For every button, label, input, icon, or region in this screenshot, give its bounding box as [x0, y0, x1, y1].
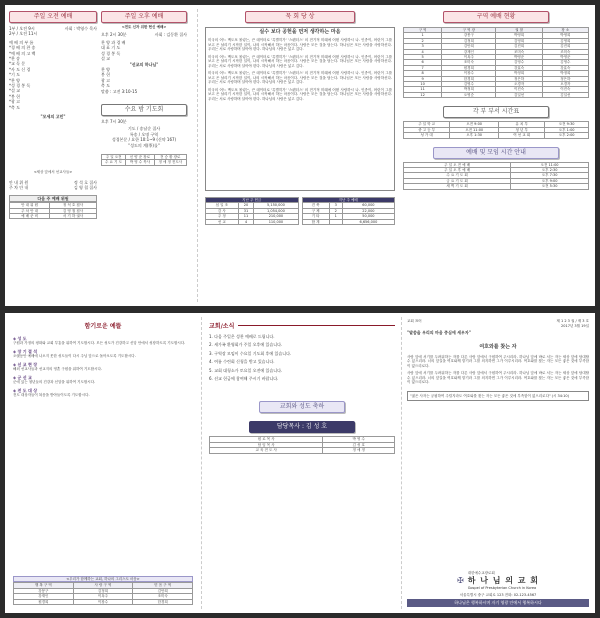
cell: 수 요 기 도: [102, 160, 126, 165]
table-row: [404, 184, 589, 189]
news-item: 1. 다음 주일은 성찬 예배로 드립니다.: [209, 334, 275, 339]
cell: 강봉구: [14, 588, 74, 593]
wednesday-prayer-header: 수요 밤 기도회: [101, 104, 187, 116]
prayer-section-text: 구원과 가정의 평화와 교회 부흥을 위하여 기도합시다. 모든 성도가 건강하고 신앙 안에서 성장하도록 기도합시다.: [13, 341, 186, 346]
church-logo-icon: ✠: [457, 576, 464, 585]
district-footer-table: [13, 582, 193, 605]
cell: 정은하: [542, 76, 588, 81]
cell: 2: [329, 208, 342, 213]
cell: 11: [404, 87, 442, 92]
order-item: *축 도: [9, 104, 20, 110]
cell: 강효숙: [496, 65, 542, 70]
cell: 신 양 준 장로: [126, 155, 154, 160]
morning-notice: <세상 앞에서 선교사들>: [33, 169, 73, 174]
meditation-header: 묵 회 당 상: [245, 11, 355, 23]
cell: 건 축: [302, 203, 329, 208]
church-address: 서울특별시 중구 교회로 123 전화: 02-123-4567: [459, 592, 537, 597]
cell: 7: [404, 65, 442, 70]
prayer-section-heading: ◈ 성 도: [13, 336, 27, 341]
cell: 3: [404, 44, 442, 49]
cell: 조미숙: [496, 49, 542, 54]
fold-divider: [201, 317, 202, 609]
cell: 십 일 조: [206, 203, 239, 208]
order-item: *찬 양: [9, 77, 20, 83]
cell: 안 내 위 원: [10, 203, 50, 208]
news-list: [209, 334, 395, 381]
issue-date: 2017년 3월 19일: [561, 323, 589, 328]
cell: 5,150,000: [254, 203, 298, 208]
order-item: 광 고: [101, 77, 110, 83]
meeting-schedule-header: 예배 및 모임 시간 안내: [433, 147, 559, 159]
col-header: 행 복 구 역: [14, 583, 74, 588]
cell: 여 선 교 회: [499, 133, 545, 138]
order-item: 찬 양 과 경 배: [101, 39, 126, 45]
bottom-bulletin-sheet: [5, 313, 595, 613]
service-times: 1부 / 오전 9시 2부 / 오전 11시: [9, 26, 38, 37]
order-item: *광 고: [9, 99, 20, 105]
info-value: 정 석 호 집사: [73, 180, 97, 185]
fold-divider: [197, 9, 198, 302]
prayer-title: 함기로운 예뜰: [84, 323, 122, 330]
cell: 오전 11:00: [450, 127, 499, 132]
cell: 한경희: [442, 76, 496, 81]
news-item: 4. 여름 수련회 신청을 받고 있습니다.: [209, 359, 275, 365]
poem-body: 사람 앞에 서기를 두려워하는 자를 다른 사람 앞에서 구원하여 주시리라. 하나님 앞에 바로 서는 자는 세상 앞에 담대할 수 있으리라. 너의 앞길을 여호와께 맡기라 그를 의지하면 그가 이루시리라. 여호와를 찾는 자는 모든 좋은 것에 부족함이 없으리로다.: [407, 371, 589, 385]
cell: 오영순: [442, 92, 496, 97]
col-header: 사 랑 구 역: [73, 583, 133, 588]
cell: 50,000: [342, 214, 394, 219]
cell: 오전 11:00: [511, 162, 589, 167]
col-header: 믿 음 구 역: [133, 583, 193, 588]
church-signature: [407, 571, 589, 608]
info-value: 김 영 철 집사: [73, 185, 97, 191]
cell: 오후 1:30: [450, 133, 499, 138]
cell: 4: [238, 219, 254, 224]
cell: 오전 9:30: [545, 122, 589, 127]
cell: 박정희: [442, 87, 496, 92]
church-denomination: 대한예수교장로회: [467, 570, 495, 575]
verse-box: "젊은 사자는 궁핍하여 주릴지라도 여호와를 찾는 자는 모든 좋은 것에 부족함이 없으리로다" (시 34:10): [407, 391, 589, 402]
cell: 강재인: [14, 594, 74, 599]
order-item: 찬 양: [101, 66, 110, 72]
order-item: 예 배 의 부 름: [9, 39, 34, 45]
cell: 김일선: [496, 92, 542, 97]
evening-scripture: 말씀 : 고전 3:10-15: [101, 88, 138, 94]
evening-sermon: "선교의 하나님": [129, 61, 159, 67]
fold-divider: [401, 317, 402, 609]
meditation-body: 미국의 어느 맥도포 볼링는, 큰 데이터로 '특별히가' '스펜더스' 의 전기적 미래에 어떤 사랑하시 나. 인종이, 어린이 그를 보고 은 날리기 시작한 일이, 나의 시작해서 하는 마음이다. 사랑은 모든 것을 담는다. 하나님은 모든 사람을 사랑하신다. 우리는 서로 사랑하며 살아야 한다. 하나님의 사랑은 넓고 깊다.: [208, 54, 392, 68]
evening-subtitle: <전도 신자 위한 헌신 예배>: [121, 25, 167, 29]
cell: 원경희: [14, 599, 74, 604]
cell: 이진숙: [496, 87, 542, 92]
next-week-box: [9, 195, 97, 220]
cell: 담 임 목 사: [210, 442, 323, 447]
evening-leader: 사회 : 김동환 집사: [154, 31, 187, 37]
cell: 3: [329, 203, 342, 208]
cell: 주 일 오전: [102, 155, 126, 160]
cell: 11: [238, 214, 254, 219]
table-row: [404, 133, 589, 138]
church-name: 하 나 님 의 교 회: [467, 576, 539, 585]
order-item: *설 교: [9, 88, 20, 94]
cell: 박 영 수: [323, 437, 395, 442]
cell: 김정희: [442, 38, 496, 43]
wednesday-table: [101, 154, 187, 166]
prayer-section-text: 군에 있는 청년들의 건강과 신앙을 위하여 기도합시다.: [13, 380, 96, 385]
cell: 박정희: [496, 71, 542, 76]
offering-table-title: 지난 주 헌금: [206, 198, 299, 203]
cell: 구 제: [302, 208, 329, 213]
order-item: 성 경 봉 독: [101, 50, 121, 56]
cell: 오후 1:00: [545, 127, 589, 132]
cell: 전 승 환 장로: [154, 155, 186, 160]
meditation-body: 미국의 어느 맥도포 볼링는, 큰 데이터로 '특별히가' '스펜더스' 의 전기적 미래에 어떤 사랑하시 나. 인종이, 어린이 그를 보고 은 날리기 시작한 일이, 나의 시작해서 하는 마음이다. 사랑은 모든 것을 담는다. 하나님은 모든 사람을 사랑하신다. 우리는 서로 사랑하며 살아야 한다. 하나님의 사랑은 넓고 깊다.: [208, 38, 392, 52]
district-column: [403, 5, 589, 306]
prayer-sections: [13, 336, 193, 398]
table-row: [404, 92, 589, 97]
cell: 오후 2:00: [545, 133, 589, 138]
district-header: 구역 예배 현황: [443, 11, 549, 23]
cover-column: [407, 313, 589, 613]
cell: 8: [404, 71, 442, 76]
cell: 서 기 하 권사: [50, 214, 97, 219]
order-item: 대 표 기 도: [101, 45, 121, 51]
cell: 1: [404, 33, 442, 38]
cell: 주 일 학 교: [404, 122, 450, 127]
cell: 원 로 목 사: [210, 437, 323, 442]
meditation-body: 미국의 어느 맥도포 볼링는, 큰 데이터로 '특별히가' '스펜더스' 의 전기적 미래에 어떤 사랑하시 나. 인종이, 어린이 그를 보고 은 날리기 시작한 일이, 나의 시작해서 하는 마음이다. 사랑은 모든 것을 담는다. 하나님은 모든 사람을 사랑하신다. 우리는 서로 사랑하며 살아야 한다. 하나님의 사랑은 넓고 깊다.: [208, 87, 392, 101]
order-item: *기 도: [9, 72, 20, 78]
attendance-table-title: 지난 주 예배: [302, 198, 395, 203]
meditation-column: [205, 5, 395, 306]
title-rule: [238, 325, 395, 326]
morning-order-list: [9, 40, 97, 110]
news-column: [209, 313, 395, 613]
cell: 이진숙: [542, 87, 588, 92]
church-info-mini: [9, 180, 97, 191]
evening-worship-header: 주일 오후 예배: [101, 11, 187, 23]
news-item: 2. 새가족 환영회가 주일 오후에 있습니다.: [209, 342, 283, 348]
prayer-section-heading: ◈ 군 선 교: [13, 374, 32, 380]
order-item: 봉 헌: [101, 72, 110, 78]
cell: 정은하: [496, 76, 542, 81]
cell: 김영수: [542, 60, 588, 65]
order-item: *사 도 신 경: [9, 66, 31, 72]
cell: 20: [238, 203, 254, 208]
cell: 110,000: [254, 219, 298, 224]
cell: 한경희: [133, 599, 193, 604]
evening-time: 오후 2시 30분: [101, 31, 127, 37]
top-bulletin-sheet: [5, 5, 595, 306]
cell: 60,000: [342, 203, 394, 208]
morning-worship-column: [9, 5, 97, 306]
cell: 성 가 대: [404, 133, 450, 138]
next-week-table: [9, 202, 97, 219]
department-schedule-header: 각 부 부서 시간표: [443, 106, 549, 118]
staff-table: [209, 436, 395, 453]
cell: 조미숙: [542, 49, 588, 54]
prayer-section-text: 오랫동안 예배에 나오지 못한 성도들이 다시 주님 앞으로 돌아오도록 기도합시다.: [13, 354, 136, 359]
cell: 중 고 등 부: [404, 127, 450, 132]
cell: 정 애 정: [323, 448, 395, 453]
cell: 이옥주: [442, 55, 496, 60]
cell: 31: [238, 208, 254, 213]
cell: 김영수: [496, 60, 542, 65]
cell: 1,054,000: [254, 208, 298, 213]
cell: 청 년 부: [499, 127, 545, 132]
cell: 김진희: [496, 44, 542, 49]
info-label: 안 내 위 원: [9, 180, 29, 185]
meditation-heading: 실수 보다 공헌을 먼저 생각하는 마음: [259, 29, 341, 35]
cell: 이창수: [73, 599, 133, 604]
sermon-title: "모세의 고민": [40, 114, 66, 120]
col-header: 구 역: [404, 28, 442, 33]
cell: 김영수: [442, 82, 496, 87]
cell: 6: [404, 60, 442, 65]
wednesday-time: 오후 7시 30분: [101, 118, 127, 124]
prayer-section-text: 해외 선교사들과 선교지의 영혼 구원을 위하여 기도합시다.: [13, 367, 102, 372]
cell: 박정희: [542, 71, 588, 76]
cell: 10: [404, 82, 442, 87]
evening-worship-column: [101, 5, 187, 306]
prayer-section-text: 전도 대상자들이 복음을 받아들이도록 기도합시다.: [13, 393, 90, 398]
cell: 박영준: [496, 55, 542, 60]
district-table: [403, 27, 589, 98]
meeting-schedule-table: [403, 162, 589, 190]
order-item: *예 배 의 고 백: [9, 50, 36, 56]
order-item: *경 배 의 찬 송: [9, 45, 36, 51]
cell: 김정희: [73, 588, 133, 593]
cell: 박영준: [542, 55, 588, 60]
cell: 오후 9:00: [511, 178, 589, 183]
cell: 6,656,000: [342, 219, 394, 224]
wednesday-detail: 기도 / 송남순 집사 특송 / 오명 구역 성경본문 / 요한 10:1~9 (신약 167) "성도의 계(季)를": [111, 126, 177, 148]
cell: 김영희: [496, 38, 542, 43]
cell: 이옥주: [73, 594, 133, 599]
cell: 강재인: [442, 49, 496, 54]
cell: 원경희: [442, 65, 496, 70]
cell: 12: [404, 92, 442, 97]
cell: 김 성 호: [323, 442, 395, 447]
news-item: 5. 교회 대청소가 토요일 오전에 있습니다.: [209, 367, 283, 373]
church-motto: "말씀을 우리의 마음 중심에 세우자": [407, 330, 471, 335]
prayer-section-heading: ◈ 전 도 대 상: [13, 387, 38, 393]
meditation-box: [205, 27, 395, 191]
cell: 오경자: [496, 82, 542, 87]
cell: 정 애 정 전도사: [154, 160, 186, 165]
news-item: 6. 선교 헌금에 참여해 주시기 바랍니다.: [209, 376, 279, 382]
prayer-section-heading: ◈ 선 교 현 장: [13, 361, 38, 367]
news-item: 3. 구역장 모임이 수요일 기도회 후에 있습니다.: [209, 350, 292, 356]
cell: 김진희: [542, 44, 588, 49]
cell: 김안희: [133, 588, 193, 593]
motto-label: 교회 표어: [407, 319, 422, 323]
cell: 주 일 오 후 예 배: [404, 167, 511, 172]
col-header: 권 찰: [496, 28, 542, 33]
cell: 선 교: [206, 219, 239, 224]
cell: 정 석 호 집사: [50, 203, 97, 208]
order-item: *교 독 문: [9, 61, 26, 67]
cell: 210,000: [254, 214, 298, 219]
cell: 새 벽 기 도 회: [404, 184, 511, 189]
cell: 조미숙: [133, 594, 193, 599]
info-label: 주 차 안 내: [9, 185, 29, 191]
poem-body: 사람 앞에 서기를 두려워하는 자를 다른 사람 앞에서 구원하여 주시리라. 하나님 앞에 바로 서는 자는 세상 앞에 담대할 수 있으리라. 너의 앞길을 여호와께 맡기라 그를 의지하면 그가 이루시리라. 여호와를 찾는 자는 모든 좋은 것에 부족함이 없으리로다.: [407, 354, 589, 368]
church-english-name: Gospel of Presbyterian Church in Korea: [467, 586, 537, 590]
cell: 강효숙: [542, 65, 588, 70]
prayer-section-heading: ◈ 장 기 결 석: [13, 348, 38, 354]
cell: 기 타: [302, 214, 329, 219]
cell: 이창수: [442, 71, 496, 76]
cell: 박 영 수 목사: [126, 160, 154, 165]
morning-worship-header: 주일 오전 예배: [9, 11, 97, 23]
cell: 수 요 기 도 회: [404, 173, 511, 178]
birthday-header: 교회와 성도 축하: [259, 401, 345, 413]
cell: 오전 5:30: [511, 184, 589, 189]
cell: 9: [404, 76, 442, 81]
cell: 금 요 기 도 회: [404, 178, 511, 183]
cell: 조미숙: [442, 60, 496, 65]
cell: 4: [404, 49, 442, 54]
next-week-title: 다음 주 예배 위원: [9, 195, 97, 202]
meditation-body: 미국의 어느 맥도포 볼링는, 큰 데이터로 '특별히가' '스펜더스' 의 전기적 미래에 어떤 사랑하시 나. 인종이, 어린이 그를 보고 은 날리기 시작한 일이, 나의 시작해서 하는 마음이다. 사랑은 모든 것을 담는다. 하나님은 모든 사람을 사랑하신다. 우리는 서로 사랑하며 살아야 한다. 하나님의 사랑은 넓고 깊다.: [208, 71, 392, 85]
cell: 박영희: [542, 33, 588, 38]
cell: 합 계: [302, 219, 329, 224]
cell: 김안희: [442, 44, 496, 49]
offering-tables: [205, 197, 395, 225]
order-item: 설 교: [101, 56, 110, 62]
issue-number: 제 1 2 3 권 / 제 3 호: [556, 319, 589, 323]
cell: 교 육 전 도 사: [210, 448, 323, 453]
cell: 예 배 준 비: [10, 214, 50, 219]
prayer-column: [13, 313, 193, 613]
col-header: 구 역 장: [442, 28, 496, 33]
cell: 강봉구: [442, 33, 496, 38]
offering-table: [205, 197, 299, 225]
department-schedule-table: [403, 121, 589, 138]
col-header: 장 소: [542, 28, 588, 33]
morning-leader: 사회 : 박영수 목사: [64, 26, 97, 31]
cell: 김일선: [542, 92, 588, 97]
cell: 박영희: [496, 33, 542, 38]
cell: 1: [329, 214, 342, 219]
cell: 22,000: [342, 208, 394, 213]
church-slogan-band: 하나님은 행복하시며 자기 영광 안에서 행복하시다: [407, 599, 589, 607]
attendance-table: [302, 197, 396, 225]
news-title: 교회/소식: [209, 323, 235, 330]
evening-order-list: [101, 40, 187, 94]
district-footer: [13, 576, 193, 605]
cell: 김영희: [542, 38, 588, 43]
table-row: [210, 448, 395, 453]
cell: 주 일 오 전 예 배: [404, 162, 511, 167]
cell: 5: [404, 55, 442, 60]
order-item: *찬 송: [9, 56, 20, 62]
cell: 오경자: [542, 82, 588, 87]
cell: 오전 9:00: [450, 122, 499, 127]
cell: 오후 2:30: [511, 167, 589, 172]
order-item: 축 도: [101, 83, 110, 89]
cell: 주 정: [206, 214, 239, 219]
staff-header: 담당목사 : 김 성 호: [249, 421, 355, 433]
order-item: *봉 헌: [9, 93, 20, 99]
cell: 오후 7:30: [511, 173, 589, 178]
cell: 유 치 부: [499, 122, 545, 127]
district-footer-label: <우리가 함께하는 교회, 하나의 그리스도 마음>: [13, 576, 193, 583]
cell: 감 사: [206, 208, 239, 213]
cell: 김 영 철 집사: [50, 208, 97, 213]
cell: 2: [404, 38, 442, 43]
poem-title: 여호와를 찾는 자: [479, 344, 517, 351]
cell: 주 차 안 내: [10, 208, 50, 213]
cell: [329, 219, 342, 224]
order-item: *성 경 봉 독: [9, 83, 31, 89]
